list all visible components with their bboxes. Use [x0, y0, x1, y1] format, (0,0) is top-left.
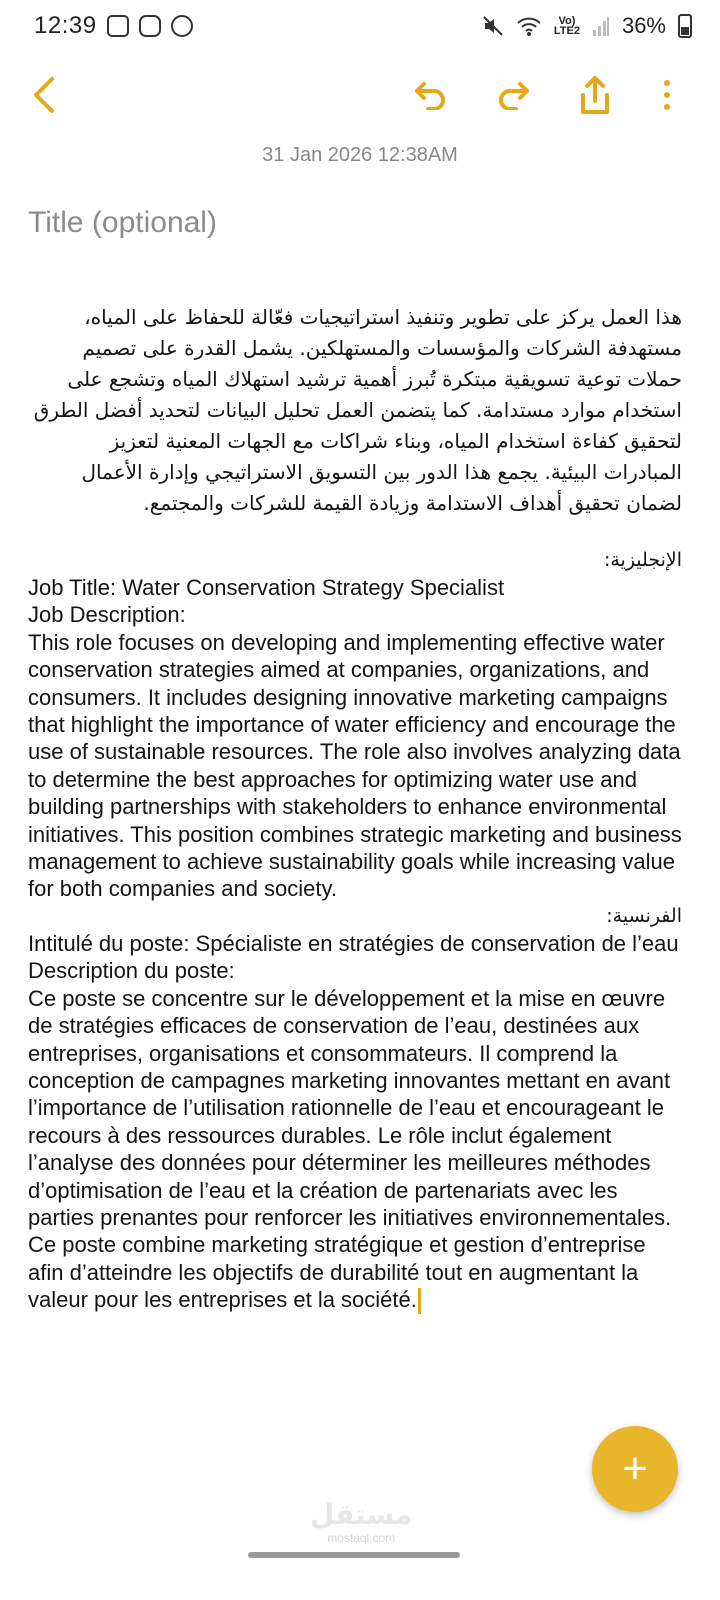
network-label: Vo) LTE2	[553, 15, 580, 37]
share-button[interactable]	[570, 70, 620, 120]
status-time: 12:39	[34, 12, 97, 39]
title-input[interactable]: Title (optional)	[28, 206, 217, 239]
french-job-title: Intitulé du poste: Spécialiste en stratégies de conservation de l’eau	[28, 930, 679, 956]
add-fab-button[interactable]	[592, 1426, 678, 1512]
youtube-notification-icon	[171, 15, 193, 37]
note-toolbar	[0, 60, 720, 130]
english-job-title: Job Title: Water Conservation Strategy Specialist	[28, 575, 505, 600]
english-desc-label: Job Description:	[28, 602, 186, 628]
english-section-label: الإنجليزية:	[603, 549, 682, 571]
french-body-wrap	[28, 985, 682, 1315]
more-options-button[interactable]	[642, 70, 692, 120]
watermark	[310, 1498, 412, 1545]
instagram-notification-icon	[139, 15, 161, 37]
note-datetime: 31 Jan 2026 12:38AM	[262, 144, 458, 166]
undo-icon	[414, 80, 448, 110]
redo-icon	[496, 80, 530, 110]
redo-button[interactable]	[488, 70, 538, 120]
battery-percent: 36%	[621, 13, 666, 38]
plus-icon: +	[622, 1444, 648, 1493]
share-icon	[578, 75, 612, 115]
text-cursor	[418, 1288, 421, 1314]
back-button[interactable]	[20, 70, 70, 120]
battery-icon	[678, 14, 692, 38]
french-desc-label: Description du poste:	[28, 958, 235, 984]
watermark-logo: مستقل	[310, 1498, 413, 1531]
watermark-url: mostaql.com	[327, 1531, 396, 1545]
more-vertical-icon	[661, 78, 673, 112]
arabic-paragraph: هذا العمل يركز على تطوير وتنفيذ استراتيجيات فعّالة للحفاظ على المياه، مستهدفة الشركات والمؤسسات والمستهلكين. يشمل القدرة على تصميم حملات توعية تسويقية مبتكرة تُبرز أهمية ترشيد استهلاك المياه وتشجع على استخدام موارد مستدامة. كما يتضمن العمل تحليل البيانات لتحديد أفضل الطرق لتحقيق كفاءة استخدام المياه، وبناء شراكات مع الجهات المعنية لتعزيز المبادرات البيئية. يجمع هذا الدور بين التسويق الاستراتيجي وإدارة الأعمال لضمان تحقيق أهداف الاستدامة وزيادة القيمة للشركات والمجتمع.	[33, 305, 682, 515]
status-bar	[0, 0, 720, 52]
wifi-icon	[516, 15, 542, 37]
signal-icon	[592, 15, 610, 37]
gesture-nav-handle[interactable]	[248, 1552, 460, 1558]
status-left	[34, 12, 193, 40]
status-right	[482, 13, 692, 39]
gallery-notification-icon	[107, 15, 129, 37]
french-body: Ce poste se concentre sur le développement et la mise en œuvre de stratégies efficaces de conservation de l’eau, destinées aux entreprises, organisations et consommateurs. Il comprend la conception de campagnes marketing innovantes mettant en avant l’importance de l’utilisation rationnelle de l’eau et encourageant le recours à des ressources durables. Le rôle inclut également l’analyse des données pour déterminer les meilleures méthodes d’optimisation de l’eau et la création de partenariats avec les parties prenantes pour renforcer les initiatives environnementales. Ce poste combine marketing stratégique et gestion d’entreprise afin d’atteindre les objectifs de durabilité tout en augmentant la valeur pour les entreprises et la société.	[28, 985, 672, 1313]
mute-icon	[482, 15, 504, 37]
note-body[interactable]	[28, 302, 682, 1314]
french-section-label: الفرنسية:	[606, 904, 682, 927]
chevron-left-icon	[28, 75, 62, 115]
undo-button[interactable]	[406, 70, 456, 120]
english-body: This role focuses on developing and implementing effective water conservation strategies aimed at companies, organizations, and consumers. It includes designing innovative marketing campaigns that highlight the importance of water efficiency and encourage the use of sustainable resources. The role also involves analyzing data to determine the best approaches for optimizing water use and building partnerships with stakeholders to enhance environmental initiatives. This position combines strategic marketing and business management to achieve sustainability goals while increasing value for both companies and society.	[28, 629, 682, 902]
